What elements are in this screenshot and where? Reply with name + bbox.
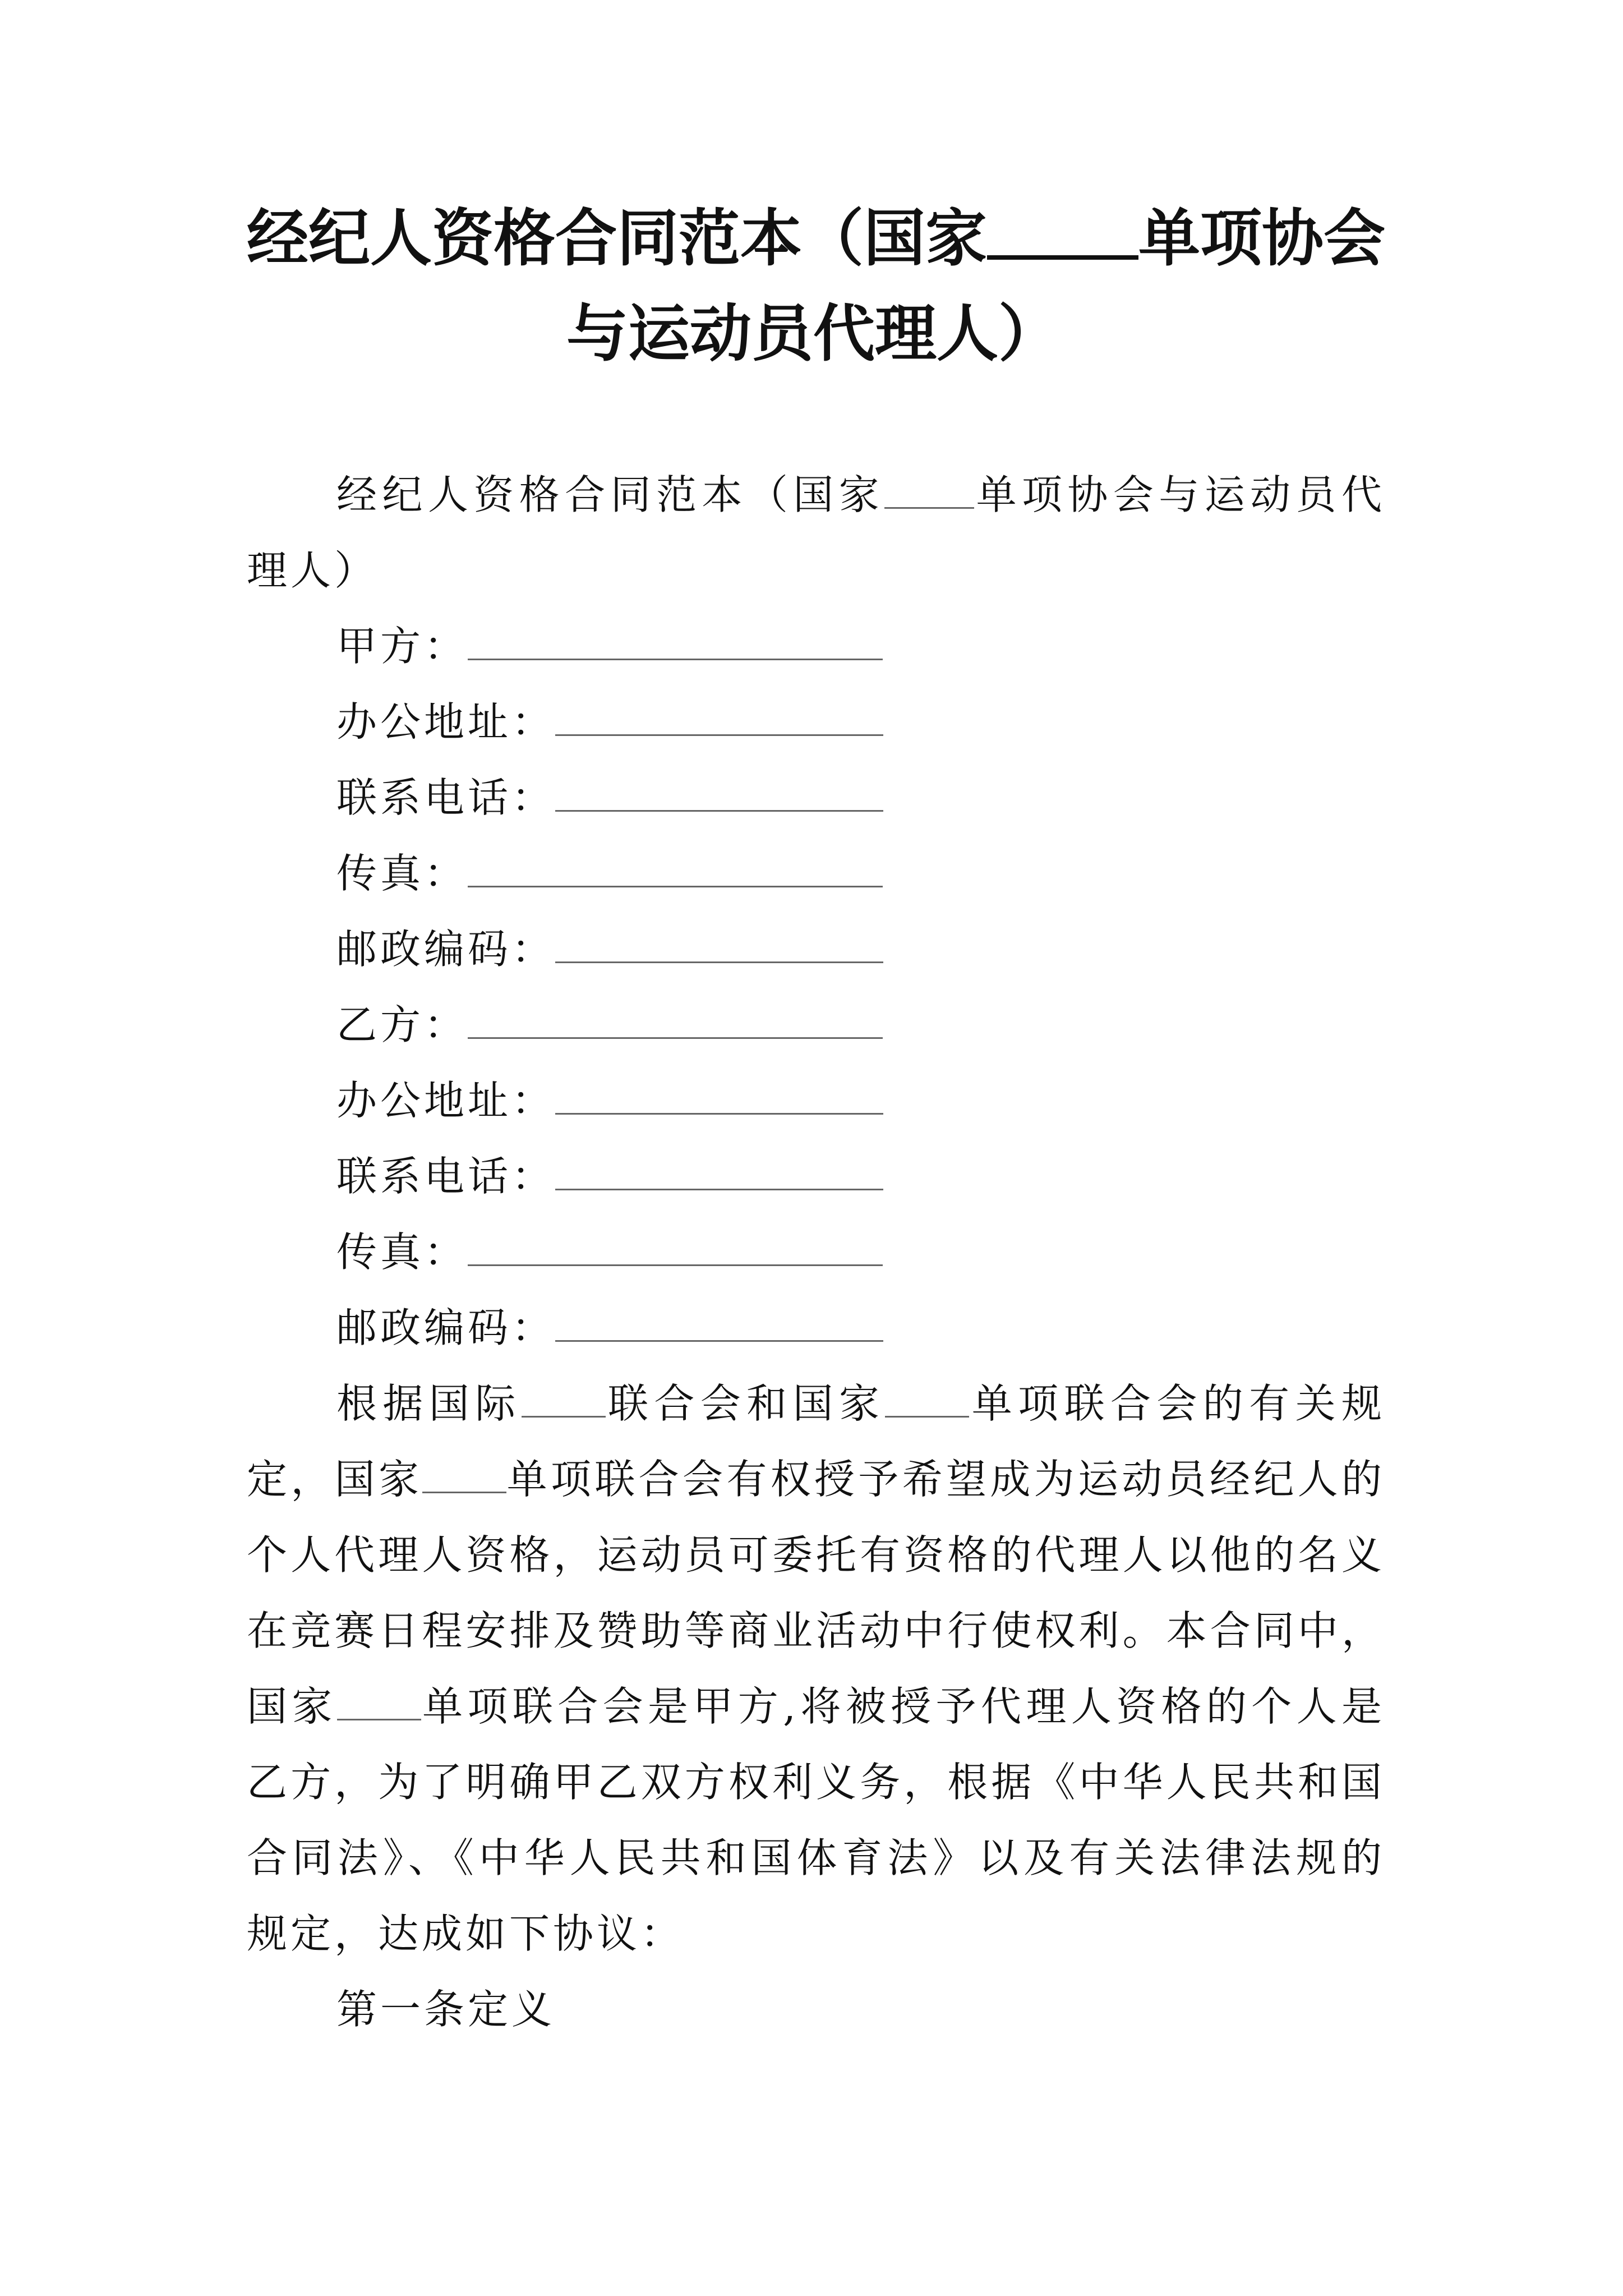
party-a-name-blank [468, 625, 883, 660]
intro-text-part1: 经纪人资格合同范本（国家 [336, 471, 885, 518]
party-a-fax-blank [468, 852, 883, 887]
party-b-postcode-label: 邮政编码： [336, 1304, 556, 1351]
party-a-address-label: 办公地址： [336, 698, 556, 746]
party-b-fax-blank [468, 1231, 883, 1266]
party-b-name-field [247, 987, 1385, 1063]
party-b-address-blank [555, 1079, 883, 1115]
main-blank-4 [337, 1696, 421, 1720]
intro-blank [884, 485, 974, 509]
party-a-postcode-label: 邮政编码： [336, 926, 556, 973]
party-a-fax-label: 传真： [336, 850, 468, 897]
party-a-fax-field [247, 836, 1385, 912]
intro-paragraph [247, 457, 1385, 609]
main-text-3: 单项联合会的有关规定，国家 [247, 1380, 1385, 1503]
party-a-postcode-blank [555, 928, 883, 963]
title-text-part1: 经纪人资格合同范本（国家 [247, 203, 987, 274]
main-text-1: 根据国际 [336, 1380, 522, 1427]
party-b-address-field [247, 1063, 1385, 1139]
main-text-4: 单项联合会有权授予希望成为运动员经纪人的个人代理人资格，运动员可委托有资格的代理人以他的名义在竞赛日程安排及赞助等商业活动中行使权利。本合同中，国家 [247, 1456, 1385, 1730]
title-blank [987, 250, 1138, 260]
party-a-phone-field [247, 760, 1385, 836]
party-a-postcode-field [247, 912, 1385, 987]
main-text-5: 单项联合会是甲方,将被授予代理人资格的个人是乙方，为了明确甲乙双方权利义务，根据《中华人民共和国合同法》、《中华人民共和国体育法》以及有关法律法规的规定，达成如下协议： [247, 1683, 1385, 1957]
title-line-1 [247, 191, 1385, 286]
title-text-part2: 单项协会 [1138, 203, 1385, 274]
main-paragraph [247, 1366, 1385, 1972]
party-a-address-blank [555, 701, 883, 736]
party-b-postcode-field [247, 1290, 1385, 1366]
party-a-address-field [247, 684, 1385, 760]
title-line-2: 与运动员代理人） [566, 298, 1060, 370]
party-b-phone-field [247, 1139, 1385, 1214]
party-b-address-label: 办公地址： [336, 1077, 556, 1124]
party-b-phone-label: 联系电话： [336, 1153, 556, 1200]
party-b-name-label: 乙方： [336, 1001, 468, 1048]
document-body [247, 457, 1385, 2047]
party-b-fax-label: 传真： [336, 1228, 468, 1276]
main-text-2: 联合会和国家 [605, 1380, 886, 1427]
main-blank-2 [885, 1393, 969, 1418]
party-a-name-field [247, 609, 1385, 684]
party-a-name-label: 甲方： [336, 623, 468, 670]
party-a-phone-blank [555, 776, 883, 812]
party-a-phone-label: 联系电话： [336, 774, 556, 821]
main-blank-1 [522, 1393, 606, 1418]
intro-text-part2: 单项协会与运动员代理人） [247, 471, 1385, 594]
main-blank-3 [422, 1469, 506, 1493]
party-b-postcode-blank [555, 1306, 883, 1342]
article-1-heading: 第一条定义 [336, 1986, 556, 2033]
party-b-name-blank [468, 1004, 883, 1039]
document-title [247, 191, 1385, 381]
party-b-phone-blank [555, 1155, 883, 1190]
party-b-fax-field [247, 1214, 1385, 1290]
